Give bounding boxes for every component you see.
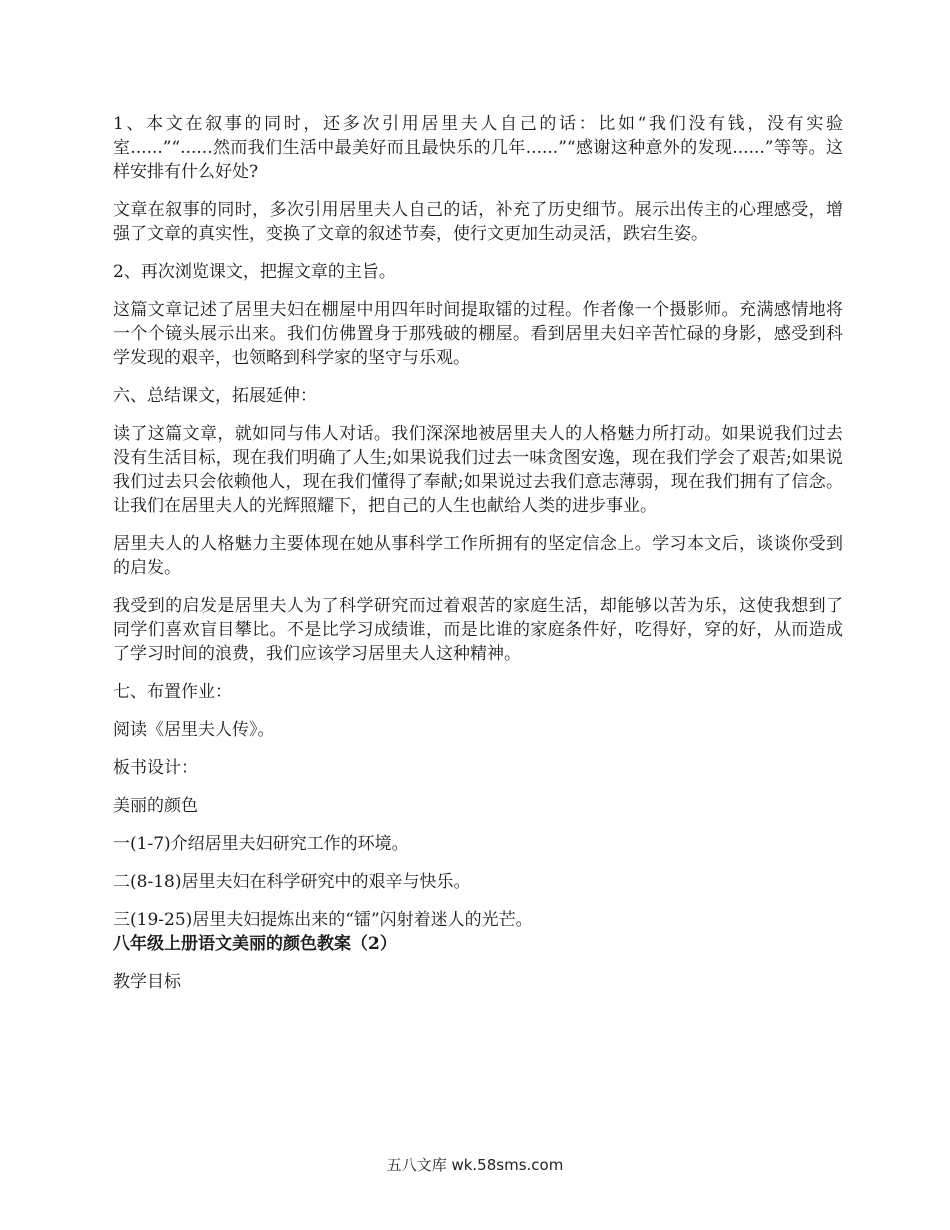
paragraph-answer-1: 文章在叙事的同时，多次引用居里夫人自己的话，补充了历史细节。展示出传主的心理感受，增强了文章的真实性，变换了文章的叙述节奏，使行文更加生动灵活，跌宕生姿。 (113, 200, 843, 244)
paragraph-question-1: 1、本文在叙事的同时，还多次引用居里夫人自己的话：比如“我们没有钱，没有实验室......”“......然而我们生活中最美好而且最快乐的几年......”“感谢这种意外的发现......”等等。这样安排有什么好处? (113, 114, 843, 182)
paragraph-summary: 读了这篇文章，就如同与伟人对话。我们深深地被居里夫人的人格魅力所打动。如果说我们过去没有生活目标，现在我们明确了人生;如果说我们过去一味贪图安逸，现在我们学会了艰苦;如果说我们过去只会依赖他人，现在我们懂得了奉献;如果说过去我们意志薄弱，现在我们拥有了信念。让我们在居里夫人的光辉照耀下，把自己的人生也献给人类的进步事业。 (113, 424, 843, 516)
paragraph-answer-2: 这篇文章记述了居里夫妇在棚屋中用四年时间提取镭的过程。作者像一个摄影师。充满感情地将一个个镜头展示出来。我们仿佛置身于那残破的棚屋。看到居里夫妇辛苦忙碌的身影，感受到科学发现的艰辛，也领略到科学家的坚守与乐观。 (113, 300, 843, 368)
board-design-title: 美丽的颜色 (113, 796, 198, 816)
section-heading: 八年级上册语文美丽的颜色教案（2） (113, 934, 397, 954)
paragraph-homework: 阅读《居里夫人传》。 (113, 720, 275, 740)
board-design-item-3: 三(19-25)居里夫妇提炼出来的“镭”闪射着迷人的光芒。 (113, 910, 533, 930)
footer-watermark: 五八文库 wk.58sms.com (386, 1156, 564, 1174)
paragraph-question-3: 居里夫人的人格魅力主要体现在她从事科学工作所拥有的坚定信念上。学习本文后，谈谈你受到的启发。 (113, 534, 843, 578)
board-design-item-1: 一(1-7)介绍居里夫妇研究工作的环境。 (113, 834, 409, 854)
section-summary-heading: 六、总结课文，拓展延伸： (113, 386, 317, 406)
paragraph-answer-3: 我受到的启发是居里夫人为了科学研究而过着艰苦的家庭生活，却能够以苦为乐，这使我想到了同学们喜欢盲目攀比。不是比学习成绩谁，而是比谁的家庭条件好，吃得好，穿的好，从而造成了学习时间的浪费，我们应该学习居里夫人这种精神。 (113, 596, 843, 664)
paragraph-question-2: 2、再次浏览课文，把握文章的主旨。 (113, 262, 396, 282)
board-design-item-2: 二(8-18)居里夫妇在科学研究中的艰辛与快乐。 (113, 872, 471, 892)
teaching-goals-label: 教学目标 (113, 972, 181, 992)
section-homework-heading: 七、布置作业： (113, 682, 232, 702)
board-design-label: 板书设计： (113, 758, 198, 778)
document-body (113, 112, 843, 994)
